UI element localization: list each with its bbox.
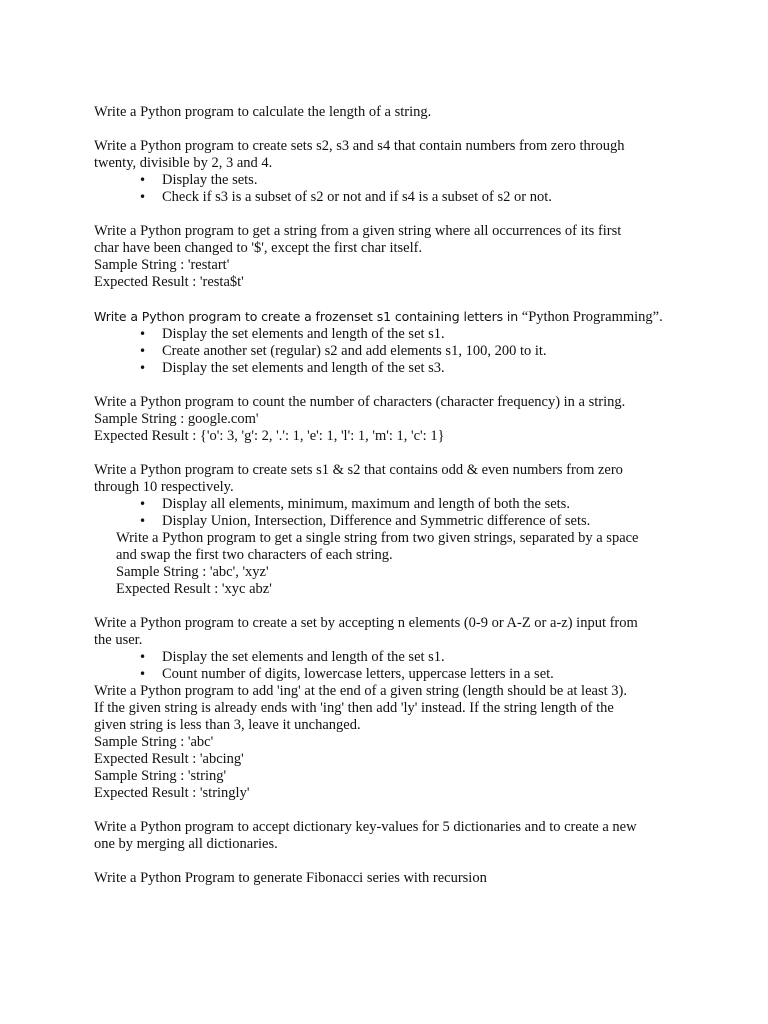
- list-item: • Display the set elements and length of the set s3.: [162, 360, 684, 377]
- exercise-odd-even-sets: [94, 462, 684, 530]
- exercise-swap-characters: [94, 530, 684, 598]
- list-item: • Display all elements, minimum, maximum and length of both the sets.: [162, 496, 684, 513]
- exercise-char-frequency: [94, 394, 684, 445]
- list-item: • Create another set (regular) s2 and add elements s1, 100, 200 to it.: [162, 343, 684, 360]
- exercise-text: Write a Python program to create sets s2, s3 and s4 that contain numbers from zero through: [94, 138, 625, 154]
- exercise-text: Write a Python program to count the number of characters (character frequency) in a string.: [94, 394, 626, 410]
- list-item: • Count number of digits, lowercase letters, uppercase letters in a set.: [162, 666, 684, 683]
- exercise-text: one by merging all dictionaries.: [94, 836, 278, 852]
- bullet-list: [94, 496, 684, 530]
- exercise-text: Write a Python program to calculate the length of a string.: [94, 104, 432, 120]
- list-item: • Display the set elements and length of the set s1.: [162, 649, 684, 666]
- exercise-text: through 10 respectively.: [94, 479, 234, 495]
- sample-string: Sample String : google.com': [94, 411, 259, 427]
- exercise-text: Write a Python program to get a single string from two given strings, separated by a space: [116, 530, 639, 546]
- exercise-add-ing: [94, 683, 684, 802]
- exercise-text: [94, 308, 684, 326]
- exercise-input-set: [94, 615, 684, 683]
- bullet-list: [94, 172, 684, 206]
- exercise-replace-first-char: [94, 223, 684, 291]
- exercise-text: given string is less than 3, leave it unchanged.: [94, 717, 361, 733]
- exercise-text-part: “Python Programming”.: [521, 309, 663, 325]
- expected-result: Expected Result : 'resta$t': [94, 274, 244, 290]
- sample-string: Sample String : 'abc': [94, 734, 214, 750]
- exercise-text: Write a Python program to create sets s1 & s2 that contains odd & even numbers from zero: [94, 462, 623, 478]
- exercise-text: Write a Python program to accept dictionary key-values for 5 dictionaries and to create a new: [94, 819, 637, 835]
- exercise-text: Write a Python Program to generate Fibonacci series with recursion: [94, 870, 487, 886]
- expected-result: Expected Result : {'o': 3, 'g': 2, '.': 1, 'e': 1, 'l': 1, 'm': 1, 'c': 1}: [94, 428, 445, 444]
- exercise-sets-divisible: [94, 138, 684, 206]
- exercise-length-of-string: [94, 104, 684, 121]
- exercise-frozenset: [94, 308, 684, 377]
- exercise-merge-dictionaries: [94, 819, 684, 853]
- list-item: • Check if s3 is a subset of s2 or not and if s4 is a subset of s2 or not.: [162, 189, 684, 206]
- expected-result: Expected Result : 'abcing': [94, 751, 244, 767]
- expected-result: Expected Result : 'xyc abz': [116, 581, 272, 597]
- bullet-list: [94, 326, 684, 377]
- exercise-text: Write a Python program to create a set by accepting n elements (0-9 or A-Z or a-z) input from: [94, 615, 638, 631]
- exercise-text: Write a Python program to get a string from a given string where all occurrences of its first: [94, 223, 622, 239]
- list-item: • Display the set elements and length of the set s1.: [162, 326, 684, 343]
- exercise-text: If the given string is already ends with 'ing' then add 'ly' instead. If the string length of the: [94, 700, 614, 716]
- list-item: • Display the sets.: [162, 172, 684, 189]
- exercise-text: twenty, divisible by 2, 3 and 4.: [94, 155, 273, 171]
- document-body: [94, 104, 684, 887]
- list-item: • Display Union, Intersection, Difference and Symmetric difference of sets.: [162, 513, 684, 530]
- expected-result: Expected Result : 'stringly': [94, 785, 250, 801]
- exercise-text-part: Write a Python program to create a frozenset s1 containing letters in: [94, 309, 519, 324]
- sample-string: Sample String : 'string': [94, 768, 227, 784]
- exercise-text: char have been changed to '$', except the first char itself.: [94, 240, 423, 256]
- sample-string: Sample String : 'abc', 'xyz': [116, 564, 269, 580]
- exercise-text: Write a Python program to add 'ing' at the end of a given string (length should be at least 3).: [94, 683, 627, 699]
- exercise-fibonacci: [94, 870, 684, 887]
- bullet-list: [94, 649, 684, 683]
- exercise-text: and swap the first two characters of each string.: [116, 547, 393, 563]
- sample-string: Sample String : 'restart': [94, 257, 230, 273]
- exercise-text: the user.: [94, 632, 143, 648]
